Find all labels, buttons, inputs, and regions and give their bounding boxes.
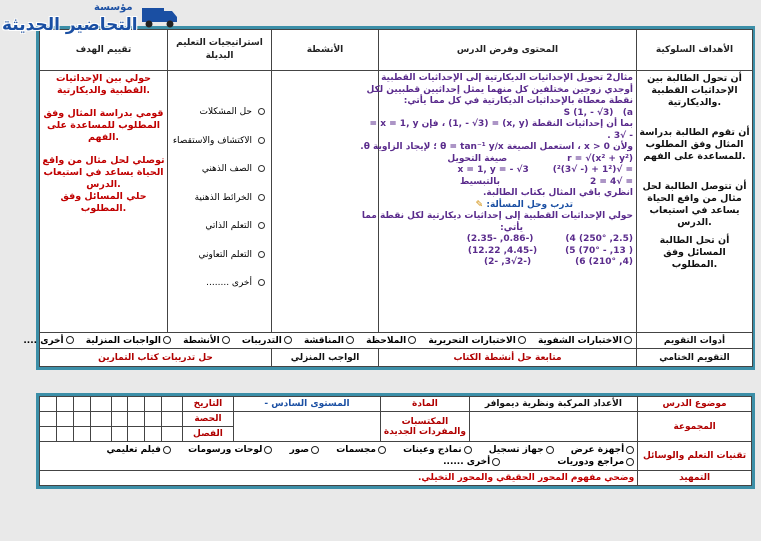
evaluation-tools-list [23, 332, 637, 349]
blank-cell [128, 412, 145, 427]
strategy-item: الاكتشاف والاستقصاء [172, 136, 265, 165]
bullet-icon [258, 165, 265, 172]
period-label: الحصة [183, 412, 234, 427]
header-objectives: الأهداف السلوكية [637, 30, 753, 71]
header-activities: الأنشطة [272, 30, 379, 71]
content-line: - √3 . [607, 130, 633, 141]
evaluation-tools-label: أدوات التقويم [637, 332, 753, 349]
strategies-cell [168, 71, 272, 332]
tool-option[interactable]: الاختبارات التحريرية [428, 336, 525, 346]
final-evaluation-label: التقويم الختامي [637, 349, 753, 367]
formula-label: صيغة التحويل [447, 153, 508, 164]
tech-option[interactable]: جهاز تسجيل [489, 445, 554, 455]
level-value: - المستوى السادس [233, 397, 380, 412]
blank-cell [111, 412, 128, 427]
content-line [382, 165, 633, 177]
tech-options [40, 442, 638, 470]
simplified-result: = √4 = 2 [589, 176, 633, 187]
acquired-value [233, 412, 380, 442]
blank-cell [73, 412, 90, 427]
evaluation-item: توصلي لحل مثال من واقع الحياة يساعد في استيعاب الدرس. [42, 155, 165, 191]
group-label: المجموعة [638, 412, 752, 442]
tech-option[interactable]: نماذج وعينات [403, 445, 472, 455]
tool-option[interactable]: الملاحظة [366, 336, 416, 346]
strategy-item: الصف الذهني [172, 164, 265, 193]
content-line: ولأن x > 0 ، استعمل الصيغة θ = tan⁻¹ y/x ؛ لإيجاد الزاوية θ. [360, 142, 633, 153]
content-line: يأتي: [500, 222, 523, 233]
simplify-label: بالتبسيط [460, 176, 500, 187]
evaluation-item: حلي المسائل وفق المطلوب. [60, 191, 147, 215]
substitution: = √(1² + (- √3)²) [552, 165, 633, 176]
header-content: المحتوى وفرض الدرس [379, 30, 637, 71]
blank-cell [73, 427, 90, 442]
strategy-item: التعلم التعاوني [172, 250, 265, 279]
blank-cell [128, 397, 145, 412]
tech-option[interactable]: مجسمات [336, 445, 386, 455]
tech-option[interactable]: مراجع ودوريات [557, 457, 634, 467]
subject-label: المادة [381, 397, 469, 412]
strategy-item: الخرائط الذهنية [172, 193, 265, 222]
bullet-icon [258, 222, 265, 229]
intro-value: وضحي مفهوم المحور الحقيقي والمحور التخيلي. [40, 470, 638, 485]
tool-option[interactable]: المناقشة [304, 336, 354, 346]
blank-cell [56, 412, 73, 427]
tool-option[interactable]: التدريبات [242, 336, 292, 346]
given-values: x = 1, y = - √3 [457, 165, 529, 176]
lesson-info-table [39, 396, 752, 486]
evaluation-item: حولي بين الإحداثيات القطبية والديكارتية. [55, 73, 152, 97]
blank-cell [40, 397, 57, 412]
blank-cell [145, 412, 162, 427]
exercise-row: (2.5, 250°) 4)(-0.86, -2.35) [466, 234, 633, 245]
evaluation-cell [40, 71, 168, 332]
blank-cell [111, 397, 128, 412]
lesson-plan-table-frame [23, 26, 755, 370]
tech-option[interactable]: صور [290, 445, 320, 455]
blank-cell [145, 427, 162, 442]
tech-option[interactable]: أجهزة عرض [571, 445, 634, 455]
blank-cell [40, 427, 57, 442]
tech-option[interactable]: أخرى ...... [443, 457, 500, 467]
bullet-icon [258, 251, 265, 258]
blank-cell [73, 397, 90, 412]
objective-item: أن تحل الطالبة المسائل وفق المطلوب. [659, 235, 730, 271]
content-line: مثال2 تحويل الإحداثيات الديكارتية إلى الإحداثيات القطبية [381, 73, 633, 84]
tech-option[interactable]: فيلم تعليمي [107, 445, 171, 455]
content-line: انظري باقي المثال بكتاب الطالبة. [483, 188, 633, 199]
date-label: التاريخ [183, 397, 234, 412]
blank-cell [56, 427, 73, 442]
truck-icon [140, 2, 180, 36]
tool-option[interactable]: الأنشطة [183, 336, 230, 346]
content-cell [360, 71, 637, 332]
blank-cell [90, 412, 111, 427]
intro-label: التمهيد [638, 470, 752, 485]
lesson-info-table-frame [36, 393, 755, 489]
homework-value: حل تدريبات كتاب التمارين [40, 349, 272, 367]
content-line [382, 177, 633, 189]
content-line: حولي الإحداثيات القطبية إلى إحداثيات ديكارتية لكل نقطة مما [361, 211, 633, 222]
content-line: أوجدي زوجين مختلفين كل منهما يمثل إحداثيين قطبيين لكل [366, 84, 633, 95]
homework-label: الواجب المنزلي [272, 349, 379, 367]
evaluation-item: قومي بدراسة المثال وفق المطلوب للمساعدة على الفهم. [43, 108, 164, 144]
objectives-cell [637, 71, 753, 332]
topic-label: موضوع الدرس [638, 397, 752, 412]
strategy-item: أخرى ........ [172, 278, 265, 307]
tech-label: تقنيات التعلم والوسائل [638, 442, 752, 470]
blank-cell [111, 427, 128, 442]
bullet-icon [258, 279, 265, 286]
objective-item: أن تقوم الطالبة بدراسة المثال وفق المطلوب للمساعدة على الفهم. [639, 127, 750, 163]
class-label: الفصل [183, 427, 234, 442]
conversion-formula: r = √(x² + y²) [567, 153, 633, 164]
header-strategies: استراتيجيات التعليم البديلة [168, 30, 272, 71]
final-evaluation-value: متابعة حل أنشطة الكتاب [379, 349, 637, 367]
practice-heading: تدرب وحل المسألة: ✎ [475, 199, 573, 210]
group-value [469, 412, 638, 442]
blank-cell [162, 427, 183, 442]
blank-cell [145, 397, 162, 412]
logo-title: التحاضير الحديثة [2, 15, 138, 35]
content-line [382, 154, 633, 166]
strategy-item: حل المشكلات [172, 107, 265, 136]
content-line: S (1, - √3) (a [563, 107, 633, 118]
pencil-icon: ✎ [475, 199, 484, 210]
bullet-icon [258, 108, 265, 115]
content-line: بما أن إحداثيات النقطة (x, y) = (1, - √3) ، فإن x = 1, y = [369, 119, 633, 130]
content-line: نقطة معطاة بالإحداثيات الديكارتية في كل مما يأتي: [403, 96, 633, 107]
activities-cell [272, 71, 379, 332]
exercise-row: (4, 210°) 6)(-2√3, -2) [484, 257, 633, 268]
objective-item: أن تتوصل الطالبة لحل مثال من واقع الحياة يساعد في استيعاب الدرس. [642, 181, 747, 229]
strategy-item: التعلم الذاتي [172, 221, 265, 250]
blank-cell [40, 412, 57, 427]
header-evaluation: تقييم الهدف [40, 30, 168, 71]
tool-option[interactable]: الواجبات المنزلية [86, 336, 171, 346]
blank-cell [128, 427, 145, 442]
tech-option[interactable]: لوحات ورسومات [188, 445, 272, 455]
bullet-icon [258, 194, 265, 201]
blank-cell [90, 427, 111, 442]
institution-logo [2, 2, 180, 42]
objective-item: أن تحول الطالبة بين الإحداثيات القطبية والديكارتية. [647, 73, 742, 109]
exercise-row: ( 13, - 70°) 5)(-4.45, 12.22) [467, 245, 633, 256]
acquired-label: المكتسبات والمفردات الجديدة [381, 412, 469, 442]
logo-subtitle: مؤسسة [94, 2, 133, 13]
bullet-icon [258, 137, 265, 144]
blank-cell [90, 397, 111, 412]
blank-cell [56, 397, 73, 412]
blank-cell [162, 412, 183, 427]
topic-value: الأعداد المركبة ونظرية ديموافر [469, 397, 638, 412]
tool-option[interactable]: الاختبارات الشفوية [538, 336, 632, 346]
tool-option[interactable]: أخرى .... [23, 336, 73, 346]
lesson-plan-table [23, 29, 753, 367]
blank-cell [162, 397, 183, 412]
